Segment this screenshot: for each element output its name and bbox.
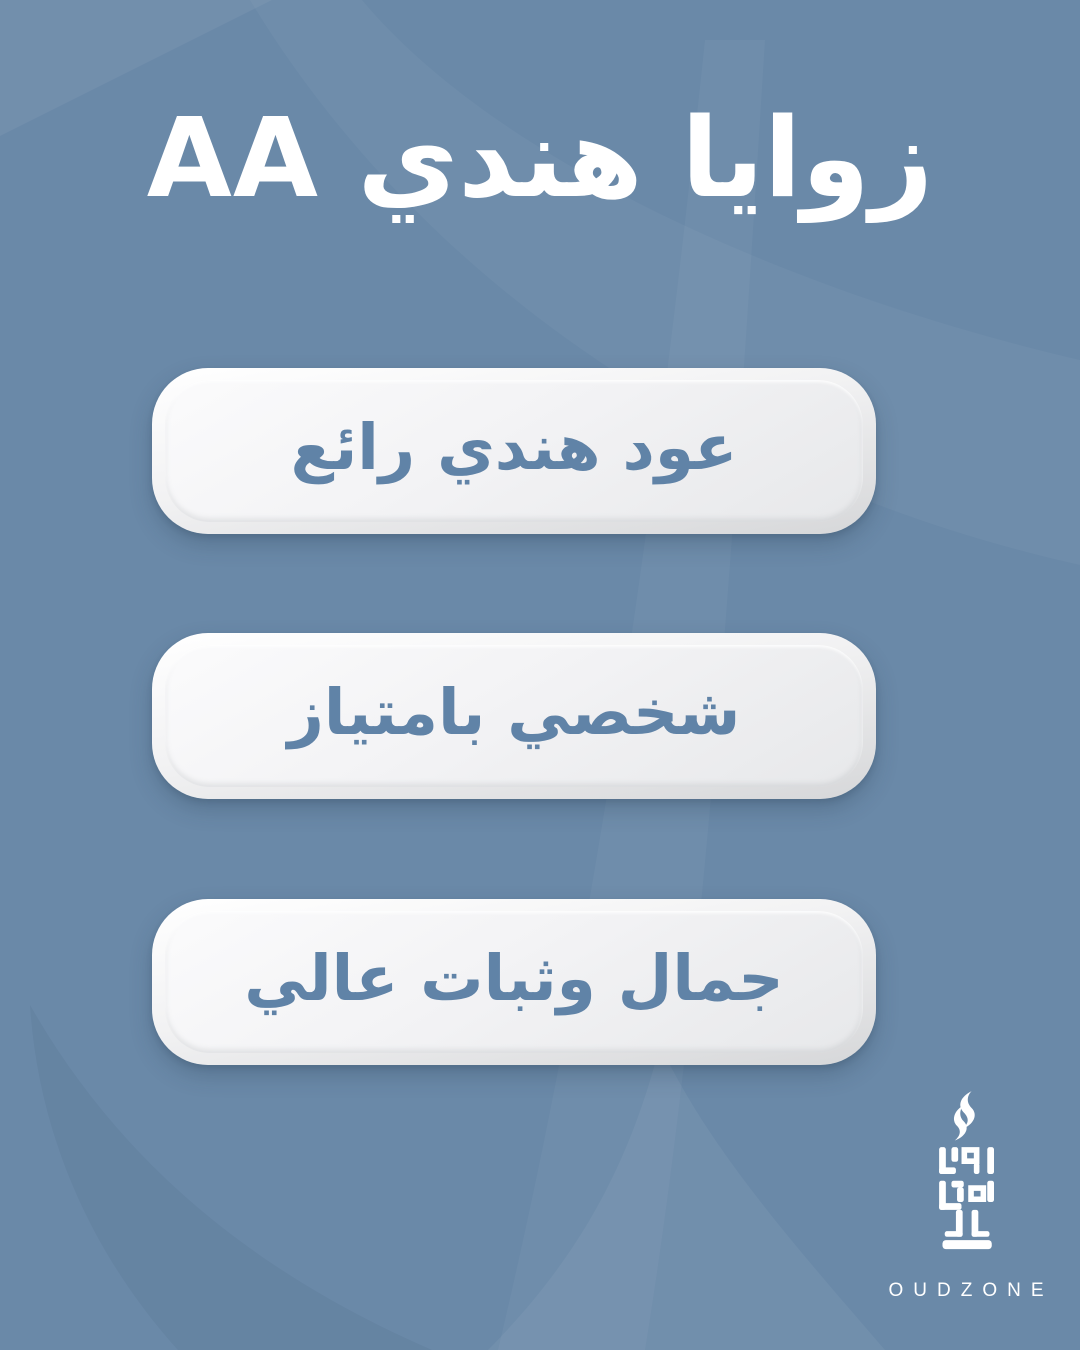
benefit-button-2-surface (165, 645, 863, 787)
incense-smoke-icon (954, 1091, 975, 1140)
brand-logo (878, 1090, 1054, 1302)
kufic-calligraphy-icon (939, 1147, 994, 1210)
benefit-button-3[interactable] (152, 899, 876, 1065)
brand-wordmark: OUDZONE (888, 1280, 1054, 1301)
benefit-button-1[interactable] (152, 368, 876, 534)
page-title: زوايا هندي AA (146, 94, 934, 222)
benefit-button-1-surface (165, 380, 863, 522)
benefit-button-1-label: عود هندي رائع (290, 410, 738, 484)
benefit-button-2-label: شخصي بامتياز (287, 675, 741, 749)
oudzone-incense-burner-icon (910, 1090, 1022, 1276)
benefit-button-2[interactable] (152, 633, 876, 799)
benefit-button-3-label: جمال وثبات عالي (244, 941, 784, 1015)
logo-stand (942, 1210, 991, 1249)
benefit-button-3-surface (165, 911, 863, 1053)
